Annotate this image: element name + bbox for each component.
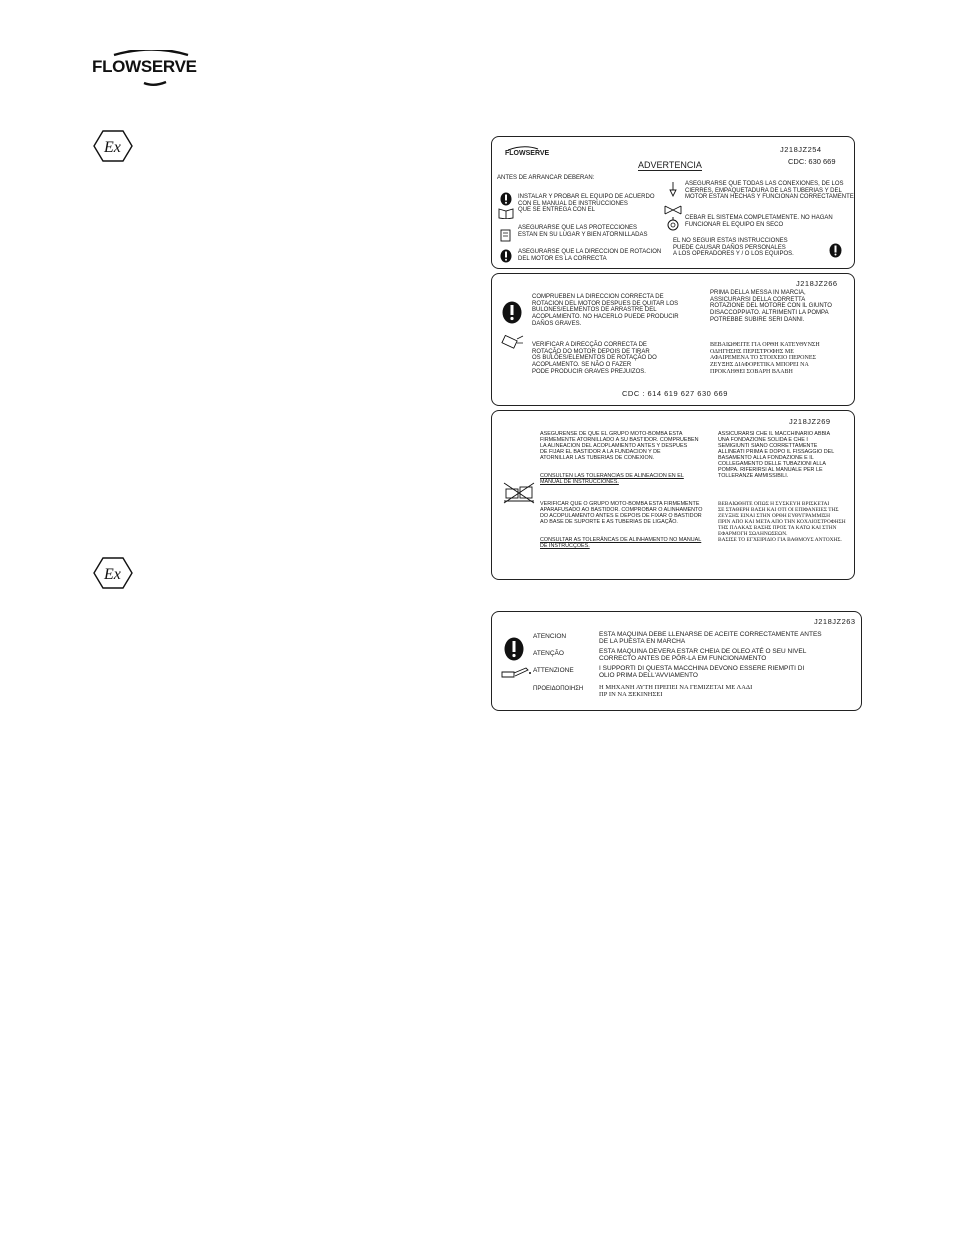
coupling-icon	[500, 334, 524, 350]
label-text-es: ASEGURENSE DE QUE EL GRUPO MOTO-BOMBA ESTA FIRMEMENTE ATORNILLADO A SU BASTIDOR. COMPRUEBEN LA ALINEACION DEL ACOPLAMIENTO ANTES Y DESPUES DE FIJAR EL BASTIDOR A LA FUNDACION Y DE ATORNILLAR LAS TUBERIAS DE CONEXION.	[540, 431, 699, 462]
label-text-gr: ΒΕΒΑΙΩΘΗΤΕ ΟΠΩΣ Η ΣΥΣΚΕΥΗ ΒΡΙΣΚΕΤΑΙ ΣΕ ΣΤΑΘΕΡΗ ΒΑΣΗ ΚΑΙ ΟΤΙ ΟΙ ΕΠΙΦΑΝΕΙΕΣ ΤΗΣ ΖΕΥΞΗΣ ΕΙΝΑΙ ΣΤΗΝ ΟΡΘΗ ΕΥΘΥΓΡΑΜΜΙΣΗ ΠΡΙΝ ΑΠΟ ΚΑΙ ΜΕΤΑ ΑΠΟ ΤΗΝ ΚΟΧΛΙΟΣΤΡΟΦΗΣΗ ΤΗΣ ΠΛΑΚΑΣ ΒΑΣΗΣ ΠΡΟΣ ΤΑ ΚΑΤΩ ΚΑΙ ΣΤΗΝ ΕΦΑΡΜΟΓΗ ΣΩΛΗΝΩΣΕΩΝ. ΒΑΣΙΣΕ ΤΟ ΕΓΧΕΙΡΙΔΙΟ ΓΙΑ ΒΑΘΜΟΥΣ ΑΝΤΟΧΗΣ.	[718, 501, 846, 544]
label-code: J218JZ269	[789, 417, 831, 426]
row-text-gr: Η ΜΗΧΑΝΗ ΑΥΤΗ ΠΡΕΠΕΙ ΝΑ ΓΕΜΙΖΕΤΑΙ ΜΕ ΛΑΔΙ ΠΡ ΙΝ ΝΑ ΞΕΚΙΝΗΣΕΙ	[599, 684, 753, 699]
label-text-es: COMPRUEBEN LA DIRECCION CORRECTA DE ROTACION DEL MOTOR DESPUES DE QUITAR LOS BULONES/ELEMENTOS DE ARRASTRE DEL ACOPLAMIENTO. NO HACERLO PUEDE PRODUCIR DAÑOS GRAVES.	[532, 294, 679, 327]
label-text-pt: VERIFICAR QUE O GRUPO MOTO-BOMBA ESTA FIRMEMENTE APARAFUSADO AO BASTIDOR. COMPROBAR O ALINHAMENTO DO ACOPULAMENTO ANTES E DEPOIS DE FIXAR O BASTIDOR AO BASE DE SUPORTE E AS TUBERIAS DE LIGAÇÃO.	[540, 501, 703, 526]
label-item-consequence: EL NO SEGUIR ESTAS INSTRUCCIONES PUEDE CAUSAR DAÑOS PERSONALES A LOS OPERADORES Y / O LOS EQUIPOS.	[673, 238, 794, 258]
label-item-rotation: ASEGURARSE QUE LA DIRECCION DE ROTACION DEL MOTOR ES LA CORRECTA	[518, 249, 662, 262]
row-lang-es: ATENCION	[533, 633, 567, 640]
label-item-guards: ASEGURARSE QUE LAS PROTECCIONES ESTAN EN SU LUGAR Y BIEN ATORNILLADAS	[518, 225, 648, 238]
flowserve-logo	[92, 50, 210, 94]
oil-can-icon	[500, 664, 532, 680]
label-cdc: CDC: 630 669	[788, 157, 836, 166]
row-lang-pt: ATENÇÃO	[533, 650, 564, 657]
valve-icon	[662, 180, 684, 216]
label-text-it: PRIMA DELLA MESSA IN MARCIA, ASSICURARSI DELLA CORRETTA ROTAZIONE DEL MOTORE CON IL GIUNTO DISACCOPPIATO. ALTRIMENTI LA POMPA POTREBBE SUBIRE SERI DANNI.	[710, 290, 832, 323]
row-text-it: I SUPPORTI DI QUESTA MACCHINA DEVONO ESSERE RIEMPITI DI OLIO PRIMA DELL'AVVIAMENTO	[599, 665, 805, 680]
ex-hexagon-icon	[93, 557, 133, 589]
alignment-baseplate-icon	[502, 481, 536, 505]
exclamation-icon	[500, 249, 512, 263]
label-text-pt: VERIFICAR A DIRECÇÃO CORRECTA DE ROTAÇÃO DO MOTOR DEPOIS DE TIRAR OS BULÕES/ELEMENTOS DE ROTAÇÃO DO ACOPLAMENTO. SE NÃO O FAZER PODE PRODUCIR GRAVES PREJUIZOS.	[532, 342, 657, 375]
label-ref-pt: CONSULTAR AS TOLERÂNCAS DE ALINHAMENTO NO MANUAL DE INSTRUCÇÕES.	[540, 537, 702, 550]
label-cdc: CDC : 614 619 627 630 669	[622, 389, 728, 398]
row-text-pt: ESTA MAQUINA DEVERA ESTAR CHEIA DE OLEO ATÉ O SEU NIVEL CORRECTO ANTES DE PÔR-LA EM FUNCIONAMENTO	[599, 648, 807, 663]
warning-label-rotation	[491, 273, 855, 406]
exclamation-icon	[500, 192, 512, 206]
label-intro: ANTES DE ARRANCAR DEBERAN:	[497, 175, 595, 181]
row-text-es: ESTA MAQUINA DEBE LLENARSE DE ACEITE CORRECTAMENTE ANTES DE LA PUESTA EN MARCHA	[599, 631, 822, 646]
prime-icon	[666, 216, 680, 232]
exclamation-icon	[504, 637, 524, 661]
label-brand: FLOWSERVE	[505, 150, 550, 157]
warning-label-advertencia	[491, 136, 855, 269]
label-code: J218JZ266	[796, 279, 838, 288]
label-text-it: ASSICURARSI CHE IL MACCHINARIO ABBIA UNA FONDAZIONE SOLIDA E CHE I SEMIGIUNTI SIANO CORRETTAMENTE ALLINEATI PRIMA E DOPO IL FISSAGGIO DEL BASAMENTO ALLA FONDAZIONE E IL COLLEGAMENTO DELLE TUBAZIONI ALLA POMPA. RIFERIRSI AL MANUALE PER LE TOLLERANZE AMMISSIBILI.	[718, 431, 835, 480]
label-item-install: INSTALAR Y PROBAR EL EQUIPO DE ACUERDO CON EL MANUAL DE INSTRUCCIONES QUE SE ENTREGA CON EL	[518, 194, 655, 214]
svg-text:Ex: Ex	[104, 139, 121, 156]
warning-label-alignment	[491, 410, 855, 580]
ex-hexagon-icon	[93, 130, 133, 162]
label-item-prime: CEBAR EL SISTEMA COMPLETAMENTE. NO HAGAN FUNCIONAR EL EQUIPO EN SECO	[685, 215, 833, 228]
label-ref-es: CONSULTEN LAS TOLERANCIAS DE ALINEACION EN EL MANUAL DE INSTRUCCIONES.	[540, 473, 684, 486]
row-lang-gr: ΠΡΟΕΙΔΟΠΟΙΗΣΗ	[533, 686, 584, 692]
label-item-connections: ASEGURARSE QUE TODAS LAS CONEXIONES, DE LOS CIERRES, EMPAQUETADURA DE LAS TUBERIAS Y DEL MOTOR ESTAN HECHAS Y FUNCIONAN CORRECTAMENTE	[685, 181, 854, 201]
svg-text:Ex: Ex	[104, 566, 121, 583]
exclamation-icon	[829, 243, 842, 258]
brand-name: FLOWSERVE	[92, 57, 197, 76]
book-icon	[498, 207, 514, 219]
label-code: J218JZ263	[814, 617, 856, 626]
brand-swoosh-icon	[504, 146, 544, 166]
label-title: ADVERTENCIA	[638, 160, 702, 170]
row-lang-it: ATTENZIONE	[533, 667, 574, 674]
exclamation-icon	[502, 301, 522, 324]
label-text-gr: ΒΕΒΑΙΩΘΕΙΤΕ ΓΙΑ ΟΡΘΗ ΚΑΤΕΥΘΥΝΣΗ ΟΔΗΓΗΣΗΣ ΠΕΡΙΣΤΡΟΦΗΣ ΜΕ ΑΦΑΙΡΕΜΕΝΑ ΤΟ ΣΤΟΙΧΕΙΟ ΠΕΡΟΝΕΣ ΖΕΥΞΗΣ ΔΙΑΦΟΡΕΤΙΚΑ ΜΠΟΡΕΙ ΝΑ ΠΡΟΚΛΗΘΕΙ ΣΟΒΑΡΗ ΒΛΑΒΗ	[710, 342, 820, 375]
warning-label-oil	[491, 611, 862, 711]
guard-icon	[498, 227, 514, 243]
label-code: J218JZ254	[780, 145, 822, 154]
